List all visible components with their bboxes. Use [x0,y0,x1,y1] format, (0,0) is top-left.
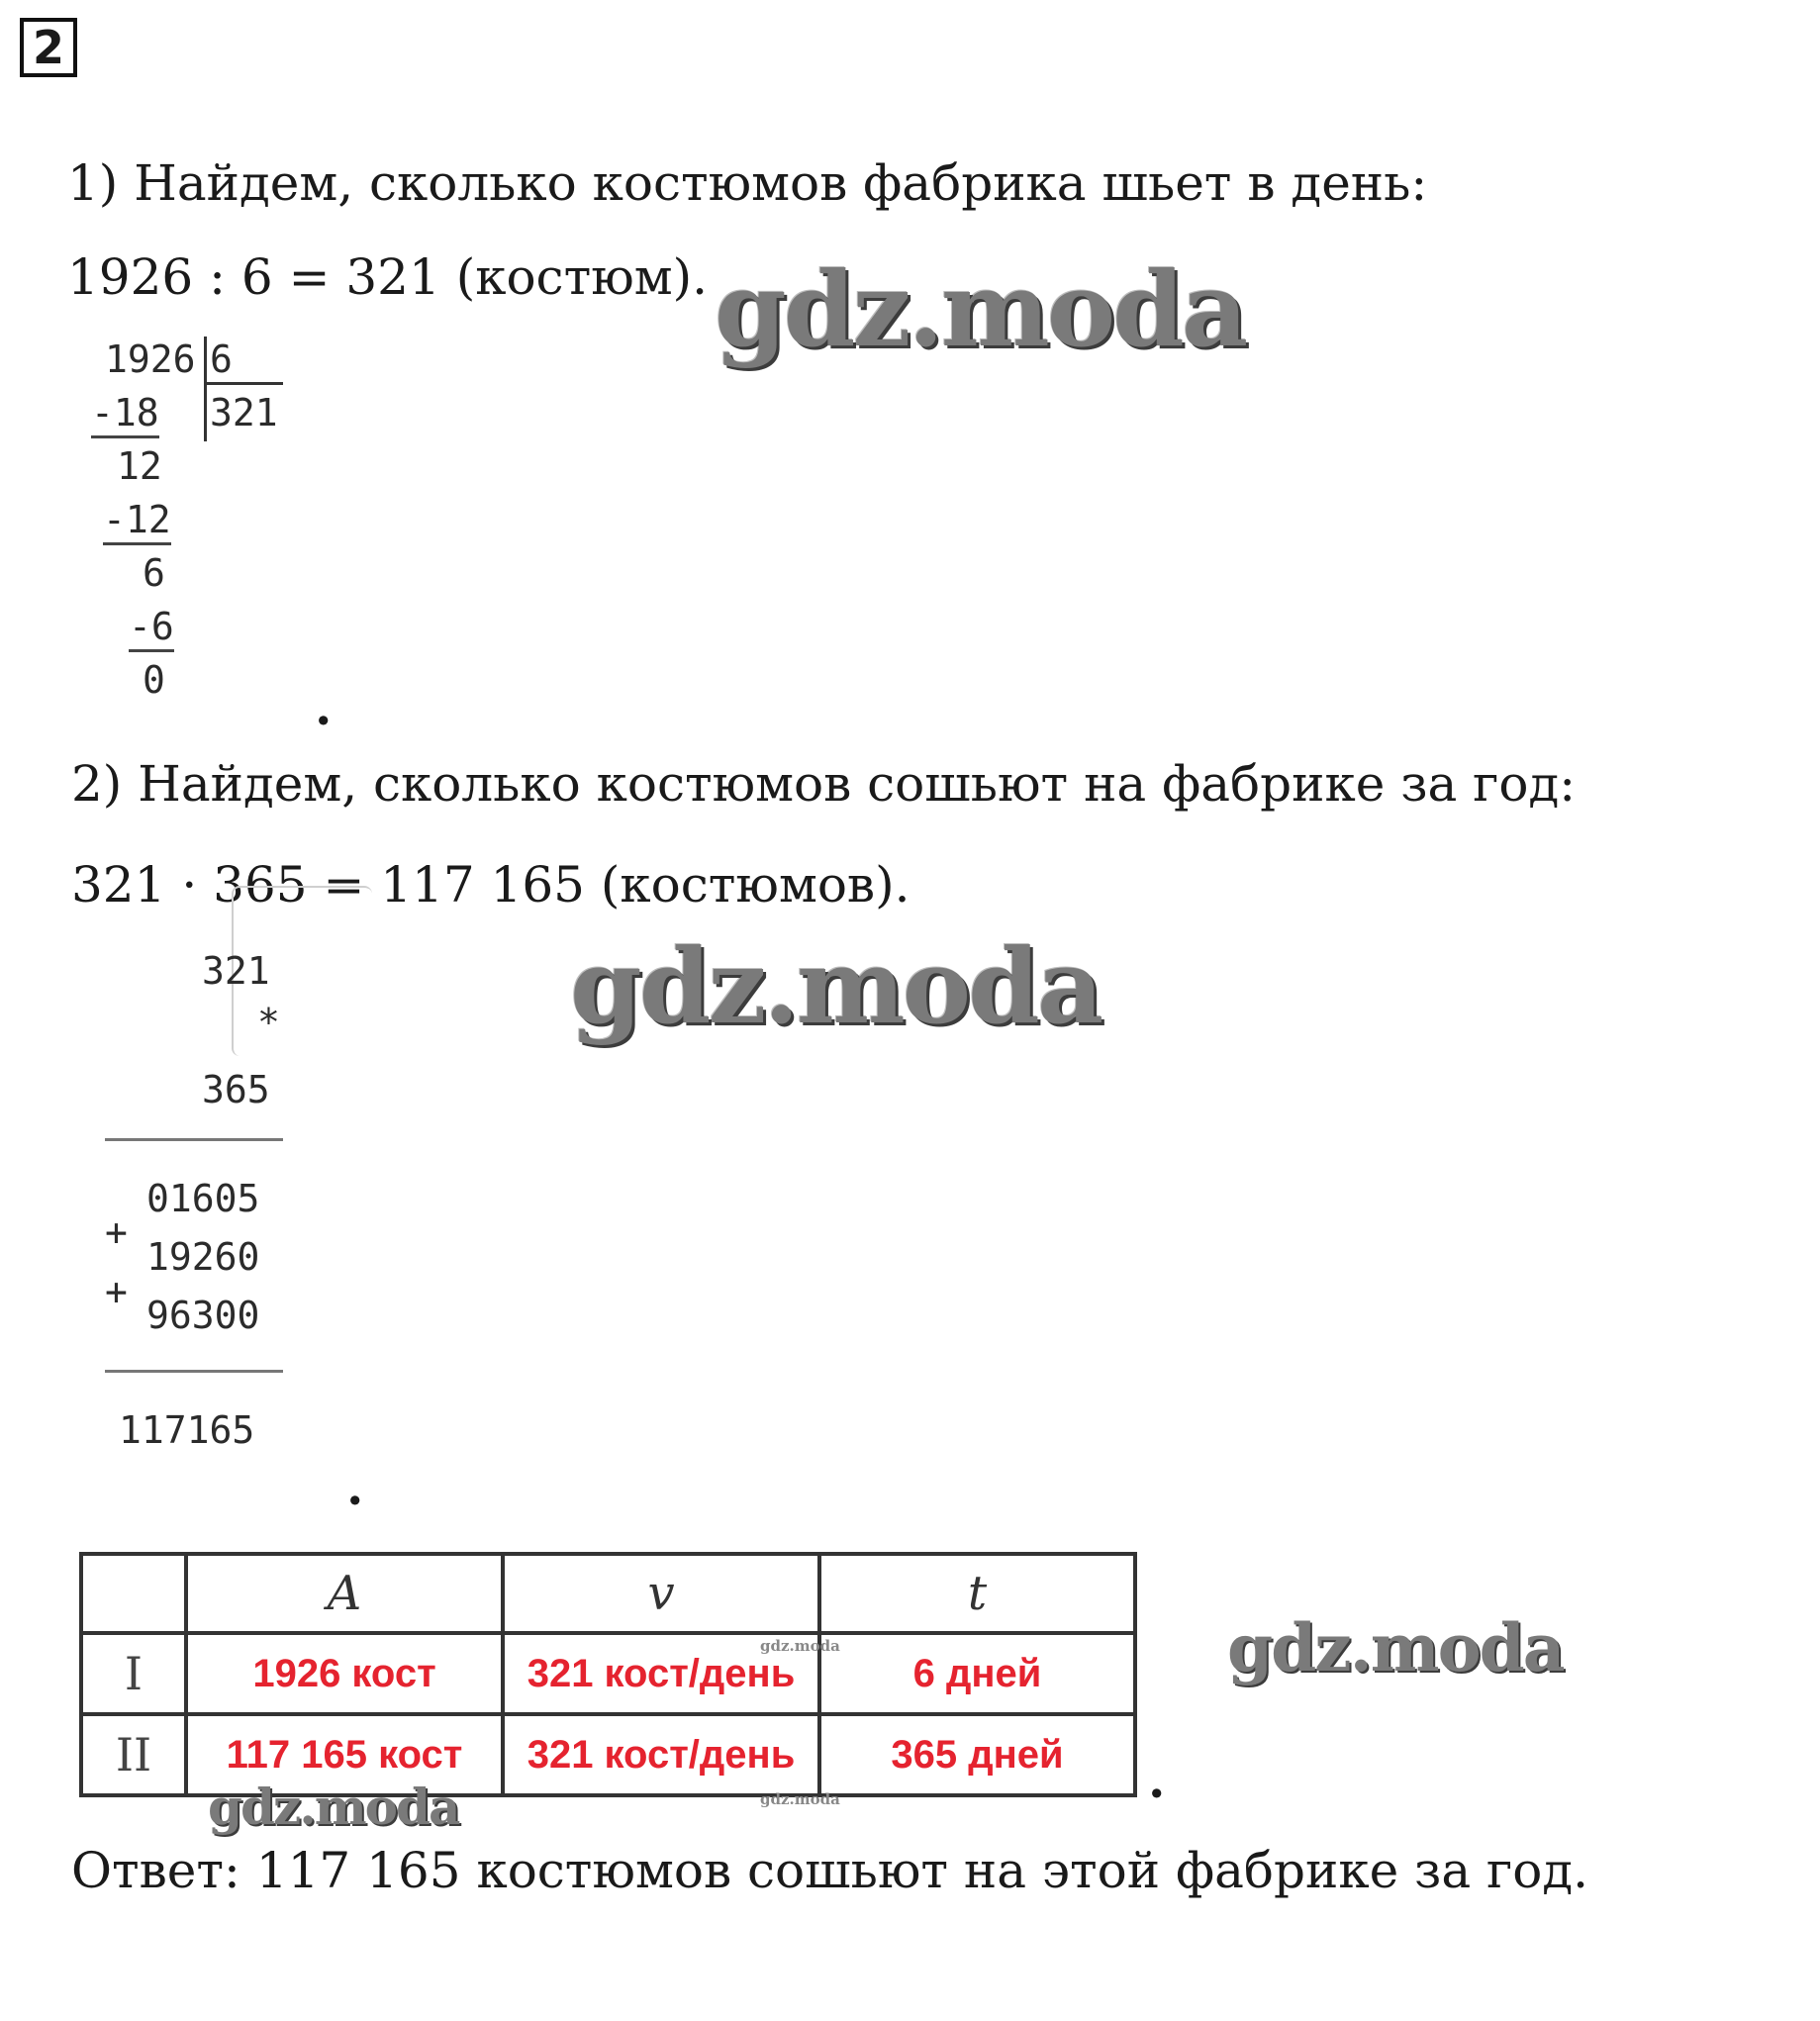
table-cell: 1926 кост [186,1633,503,1714]
division-step: 6 [143,551,165,595]
table-cell: 117 165 кост [186,1714,503,1795]
division-step: 12 [117,444,162,488]
table-header-cell: t [819,1554,1135,1633]
step1-equation: 1926 : 6 = 321 (костюм). [67,248,709,306]
multiplication-line [105,1138,283,1141]
plus-sign: + [105,1270,128,1313]
multiplication-partial: 01605 [146,1177,260,1220]
table-header-cell: v [503,1554,819,1633]
step2-text: 2) Найдем, сколько костюмов сошьют на фабрике за год: [71,755,1577,813]
answer-text: Ответ: 117 165 костюмов сошьют на этой фабрике за год. [71,1842,1589,1899]
punctuation-dot: . [315,678,333,736]
multiplication-multiplicand: 321 [202,949,270,993]
watermark: gdz.moda [715,248,1246,370]
division-step: 0 [143,658,165,702]
plus-sign: + [105,1210,128,1254]
data-table [79,1552,1137,1797]
punctuation-dot: . [1148,1751,1166,1809]
step2-equation: 321 · 365 = 117 165 (костюмов). [71,856,910,914]
watermark: gdz.moda [208,1778,459,1836]
step1-text: 1) Найдем, сколько костюмов фабрика шьет в день: [67,154,1428,212]
multiplication-partial: 96300 [146,1294,260,1337]
task-number-badge: 2 [20,18,77,77]
table-cell: 321 кост/день [503,1714,819,1795]
division-step: -18 [91,391,159,438]
multiplication-operator: * [257,1001,280,1044]
table-row-label: II [81,1714,186,1795]
table-header-cell [81,1554,186,1633]
table-header-cell: A [186,1554,503,1633]
division-step: -12 [103,498,171,545]
division-quotient: 321 [210,391,278,434]
table-row-label: I [81,1633,186,1714]
division-vertical-line [204,337,207,441]
division-horizontal-line [206,382,283,385]
division-dividend: 1926 [105,337,196,381]
watermark: gdz.moda [570,925,1102,1047]
division-divisor: 6 [210,337,233,381]
watermark: gdz.moda [1227,1609,1564,1686]
multiplication-line [105,1370,283,1373]
division-step: -6 [129,605,174,652]
table-cell: 6 дней [819,1633,1135,1714]
watermark-small: gdz.moda [760,1637,840,1655]
punctuation-dot: . [346,1458,364,1516]
multiplication-result: 117165 [119,1408,255,1452]
table-cell: 321 кост/день [503,1633,819,1714]
watermark-small: gdz.moda [760,1790,840,1808]
multiplication-partial: 19260 [146,1235,260,1279]
table-header-row [81,1554,1135,1633]
multiplication-multiplier: 365 [202,1068,270,1111]
table-cell: 365 дней [819,1714,1135,1795]
table-row [81,1633,1135,1714]
